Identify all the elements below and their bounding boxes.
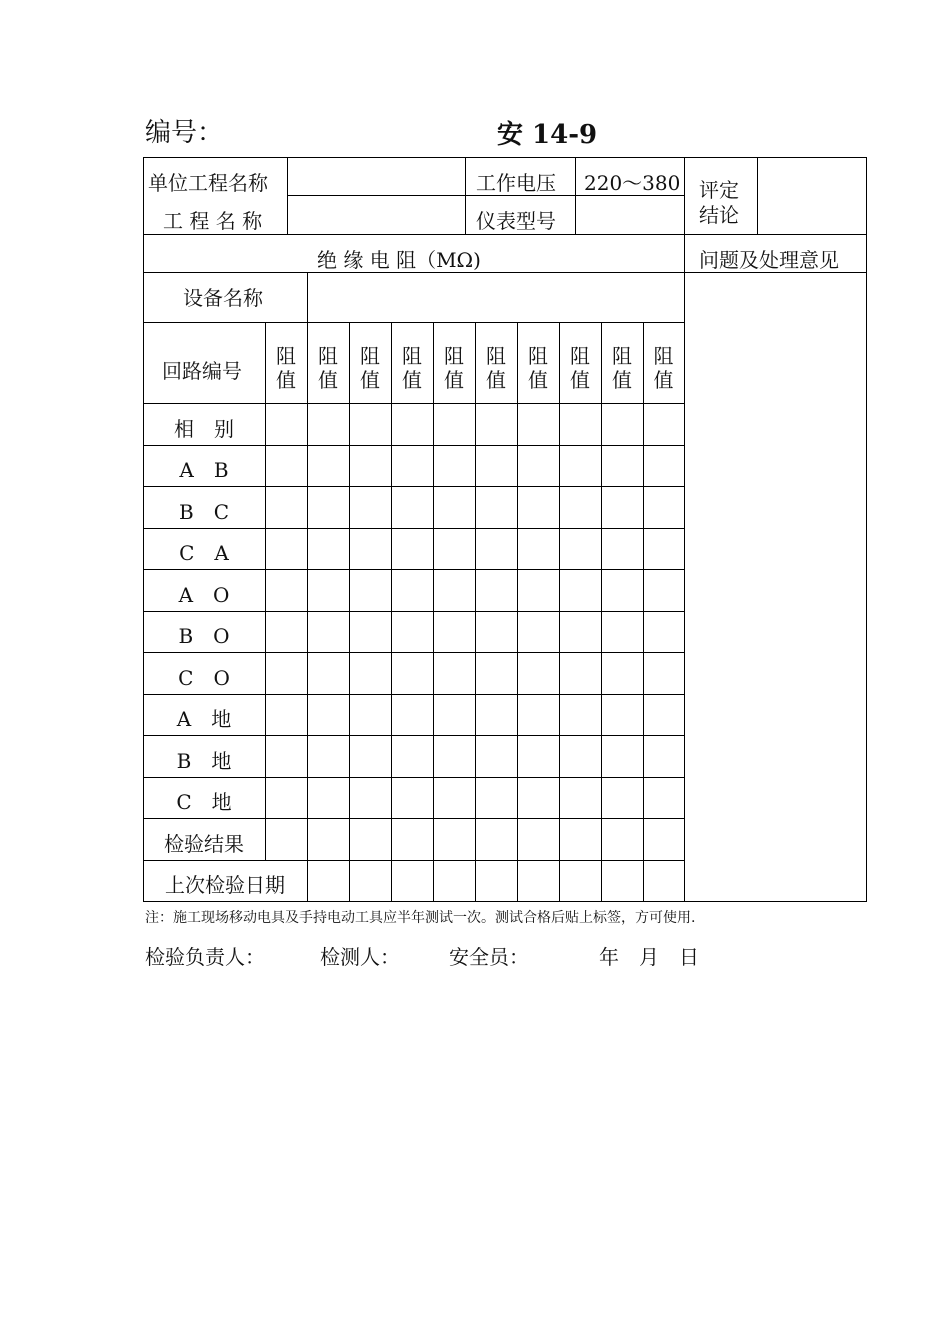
row-label: C O bbox=[178, 666, 230, 690]
row-line bbox=[143, 403, 685, 404]
resistance-value-header-char: 阻 bbox=[402, 344, 422, 368]
row-line bbox=[143, 569, 685, 570]
resistance-value-header-char: 阻 bbox=[528, 344, 548, 368]
resistance-value-header bbox=[266, 344, 306, 392]
row-label: B 地 bbox=[176, 749, 232, 773]
meter-label: 仪表型号 bbox=[476, 209, 556, 233]
resistance-value-header-char: 值 bbox=[612, 368, 632, 392]
row-line bbox=[143, 694, 685, 695]
row-label: A O bbox=[178, 583, 230, 607]
col-line bbox=[287, 157, 288, 234]
resistance-value-header-char: 值 bbox=[402, 368, 422, 392]
tester-label: 检测人： bbox=[320, 945, 400, 969]
resistance-value-header-char: 阻 bbox=[486, 344, 506, 368]
row-label: A 地 bbox=[176, 707, 232, 731]
row-label: B O bbox=[178, 624, 230, 648]
col-line bbox=[601, 322, 602, 901]
project-label: 工 程 名 称 bbox=[163, 209, 263, 233]
col-line bbox=[757, 157, 758, 234]
resistance-value-header-char: 阻 bbox=[318, 344, 338, 368]
row-line bbox=[143, 486, 685, 487]
resistance-value-header-char: 值 bbox=[360, 368, 380, 392]
issues-label: 问题及处理意见 bbox=[699, 248, 839, 272]
row-line bbox=[143, 652, 685, 653]
col-line bbox=[433, 322, 434, 901]
row-label: C A bbox=[179, 541, 229, 565]
resistance-value-header bbox=[476, 344, 516, 392]
resistance-value-header bbox=[644, 344, 684, 392]
resistance-value-header bbox=[308, 344, 348, 392]
circuit-number-label: 回路编号 bbox=[162, 359, 242, 383]
col-line bbox=[391, 322, 392, 901]
eval-label: 评定 bbox=[699, 178, 739, 202]
resistance-value-header-char: 值 bbox=[528, 368, 548, 392]
inspector-in-charge-label: 检验负责人： bbox=[145, 945, 265, 969]
row-line bbox=[143, 528, 685, 529]
unit-project-label: 单位工程名称 bbox=[148, 171, 268, 195]
eval-label: 结论 bbox=[699, 203, 739, 227]
resistance-value-header-char: 阻 bbox=[444, 344, 464, 368]
row-line bbox=[143, 735, 685, 736]
row-label: 相 别 bbox=[174, 417, 234, 441]
row-line bbox=[143, 777, 685, 778]
resistance-value-header-char: 阻 bbox=[570, 344, 590, 368]
row-line bbox=[287, 195, 684, 196]
col-line bbox=[265, 322, 266, 860]
col-line bbox=[684, 234, 685, 901]
resistance-value-header bbox=[434, 344, 474, 392]
row-line bbox=[143, 272, 867, 273]
resistance-value-header bbox=[602, 344, 642, 392]
footnote: 注：施工现场移动电具及手持电动工具应半年测试一次。测试合格后贴上标签，方可使用. bbox=[145, 910, 696, 926]
col-line bbox=[349, 322, 350, 901]
row-label: 检验结果 bbox=[164, 832, 244, 856]
col-line bbox=[684, 157, 685, 234]
row-line bbox=[143, 611, 685, 612]
row-line bbox=[143, 322, 685, 323]
resistance-value-header-char: 阻 bbox=[276, 344, 296, 368]
row-label: C 地 bbox=[176, 790, 232, 814]
form-code: 安 14-9 bbox=[497, 120, 598, 150]
resistance-value-header-char: 值 bbox=[276, 368, 296, 392]
resistance-value-header-char: 阻 bbox=[612, 344, 632, 368]
row-line bbox=[143, 818, 685, 819]
resistance-value-header-char: 值 bbox=[486, 368, 506, 392]
col-line bbox=[517, 322, 518, 901]
resistance-value-header bbox=[518, 344, 558, 392]
row-line bbox=[143, 860, 685, 861]
date-label: 年 月 日 bbox=[599, 945, 699, 969]
resistance-value-header bbox=[392, 344, 432, 392]
resistance-value-header-char: 值 bbox=[318, 368, 338, 392]
row-label: 上次检验日期 bbox=[165, 873, 285, 897]
safety-officer-label: 安全员： bbox=[449, 945, 529, 969]
col-line bbox=[559, 322, 560, 901]
col-line bbox=[643, 322, 644, 901]
resistance-value-header-char: 阻 bbox=[653, 344, 674, 368]
resistance-value-header-char: 阻 bbox=[360, 344, 380, 368]
form-number-label: 编号： bbox=[145, 118, 224, 148]
row-label: B C bbox=[179, 500, 229, 524]
resistance-value-header bbox=[560, 344, 600, 392]
row-label: A B bbox=[179, 458, 229, 482]
voltage-label: 工作电压 bbox=[476, 171, 556, 195]
resistance-value-header-char: 值 bbox=[653, 368, 674, 392]
section-title: 绝 缘 电 阻（MΩ) bbox=[317, 248, 481, 272]
voltage-value: 220～380 bbox=[584, 171, 681, 195]
col-line bbox=[575, 157, 576, 234]
device-name-label: 设备名称 bbox=[183, 286, 263, 310]
resistance-value-header bbox=[350, 344, 390, 392]
resistance-value-header-char: 值 bbox=[444, 368, 464, 392]
resistance-value-header-char: 值 bbox=[570, 368, 590, 392]
col-line bbox=[465, 157, 466, 234]
row-line bbox=[143, 234, 867, 235]
col-line bbox=[475, 322, 476, 901]
row-line bbox=[143, 445, 685, 446]
